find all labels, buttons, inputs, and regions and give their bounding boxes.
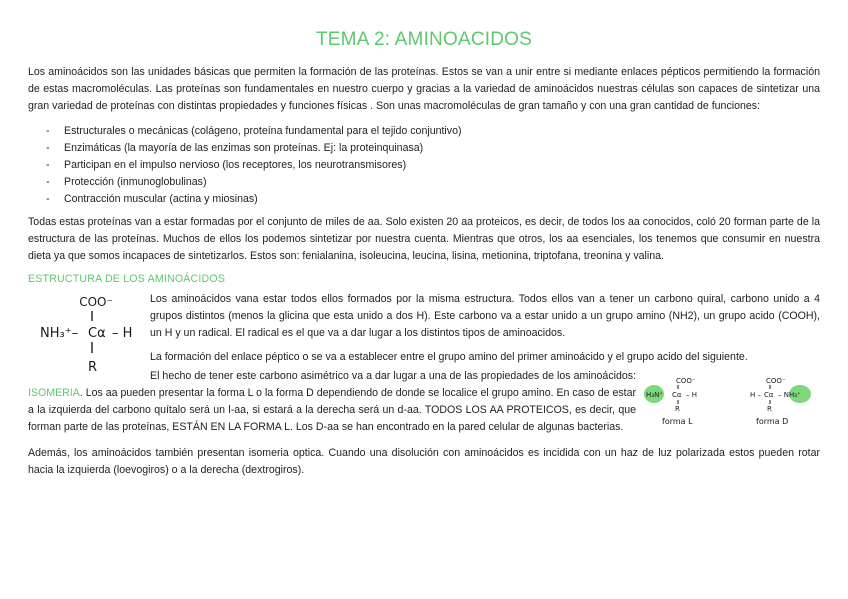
l-d-forms-drawing xyxy=(640,374,820,444)
isomeria-paragraph xyxy=(28,368,636,436)
list-item: - Enzimáticas (la mayoría de las enzimas son proteínas. Ej: la proteinquinasa) xyxy=(28,140,820,157)
isomeria-text-before: El hecho de tener este carbono asimétrico va a dar lugar a una de las propiedades de los aminoácidos: xyxy=(150,370,636,382)
page-title: TEMA 2: AMINOACIDOS xyxy=(315,29,532,50)
amino-acid-structure-drawing xyxy=(36,295,148,379)
drawing-bottom-group: R xyxy=(88,360,98,375)
isomeria-text-after: . Los aa pueden presentar la forma L o la forma D dependiendo de donde se localice el grupo amino. En caso de estar a la izquierda del carbono quítalo será un l-aa, si estará a la derecha será un d-aa. TODOS LOS AA PROTEICOS, es decir, que forman parte de las proteínas, ESTÁN EN LA FORMA L. Los D-aa se han encontrado en la pared celular de algunas bacterias. xyxy=(28,387,636,433)
form-d-top: COO⁻ xyxy=(766,377,786,385)
isomeria-keyword: ISOMERIA xyxy=(28,387,80,399)
list-item: - Estructurales o mecánicas (colágeno, proteína fundamental para el tejido conjuntivo) xyxy=(28,123,820,140)
form-l-right: – H xyxy=(686,391,697,399)
list-item: - Participan en el impulso nervioso (los receptores, los neurotransmisores) xyxy=(28,157,820,174)
isomeria-section xyxy=(28,368,820,436)
form-d-drawing xyxy=(750,377,811,426)
form-l-bottom: R xyxy=(675,405,680,413)
essential-aa-paragraph: Todas estas proteínas van a estar formadas por el conjunto de miles de aa. Solo existen 20 aa proteicos, es decir, de todos los aa conocidos, coló 20 forman parte de la estructura de las proteínas. Muchos de ellos los podemos sintetizar por nuestra cuenta. Mientras que otros, los aa esenciales, los tenemos que consumir en nuestra dieta ya que somos incapaces de sintetizarlos. Estos son: fenialanina, isoleucina, leucina, lisina, metionina, triptofana, treonina y valina. xyxy=(28,216,820,262)
form-l-label: forma L xyxy=(662,417,693,426)
optical-isomeria-paragraph: Además, los aminoácidos también presentan isomeria optica. Cuando una disolución con aminoácidos es incidida con un haz de luz polarizada estos pueden rotar hacia la izquierda (loevogiros) o a la derecha (dextrogiros). xyxy=(28,447,820,476)
isomeria-text xyxy=(28,368,636,436)
form-l-center: Cα xyxy=(672,391,682,399)
drawing-right-group: – H xyxy=(112,326,133,341)
form-d-label: forma D xyxy=(756,417,789,426)
form-d-left: H – xyxy=(750,391,761,399)
form-d-center: Cα xyxy=(764,391,774,399)
form-l-top: COO⁻ xyxy=(676,377,696,385)
drawing-left-group: NH₃⁺– xyxy=(40,326,79,341)
form-l-drawing xyxy=(644,377,697,426)
list-item: - Protección (inmunoglobulinas) xyxy=(28,174,820,191)
form-d-right: – NH₃⁺ xyxy=(778,391,801,399)
form-d-bottom: R xyxy=(767,405,772,413)
structure-paragraph: Los aminoácidos vana estar todos ellos formados por la misma estructura. Todos ellos van a tener un carbono quiral, carbono unido a 4 grupos distintos (menos la glicina que esta unido a dos H). Este carbono va a estar unido a un grupo amino (NH2), un grupo acido (COOH), un H y un radical. El radical es el que va a dar lugar a los distintos tipos de aminoacidos. xyxy=(150,293,820,339)
document-page xyxy=(28,28,820,479)
form-l-left: H₃N⁺ xyxy=(646,391,664,399)
intro-paragraph: Los aminoácidos son las unidades básicas que permiten la formación de las proteínas. Estos se van a unir entre si mediante enlaces pépticos permitiendo la formación de estas macromoléculas. Las proteínas son fundamentales en nuestro cuerpo y gracias a la variedad de aminoácidos nuestras células son capaces de sintetizar una gran variedad de proteínas con distintas propiedades y funciones físicas . Son unas macromoléculas de gran tamaño y con una gran cantidad de funciones: xyxy=(28,66,820,112)
structure-section xyxy=(28,291,820,375)
structure-text xyxy=(150,291,820,366)
drawing-top-group: COO⁻ xyxy=(79,295,113,309)
list-item: - Contracción muscular (actina y miosinas) xyxy=(28,191,820,208)
peptide-bond-paragraph: La formación del enlace péptico o se va a establecer entre el grupo amino del primer aminoácido y el grupo acido del siguiente. xyxy=(150,351,748,363)
section-heading-structure: ESTRUCTURA DE LOS AMINOÁCIDOS xyxy=(28,273,226,285)
functions-list xyxy=(28,123,820,208)
drawing-center-carbon: Cα xyxy=(88,326,106,341)
